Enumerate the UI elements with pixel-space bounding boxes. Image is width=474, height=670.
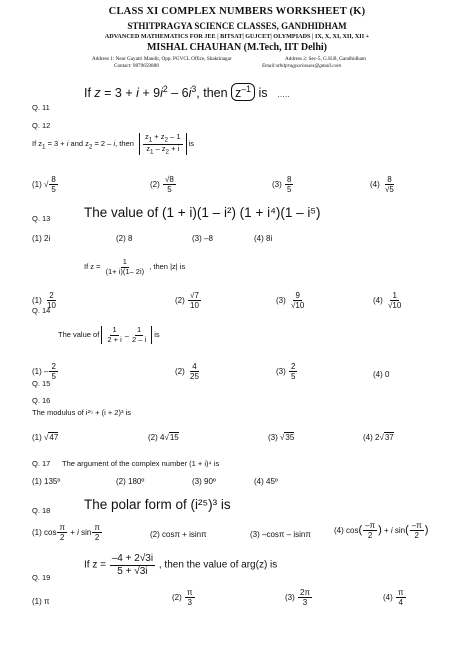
q17-option-4[interactable]: (4) 45º	[254, 477, 278, 486]
q19-number: Q. 19	[32, 573, 51, 582]
teacher-name: MISHAL CHAUHAN (M.Tech, IIT Delhi)	[146, 42, 327, 53]
q18-option-2[interactable]: (2) cosπ + isinπ	[150, 530, 207, 539]
q15-option-1[interactable]: (1) – $\frac{2}{5}$	[32, 362, 56, 382]
q14-option-2[interactable]: (2) $\frac{√7}{10}$	[175, 291, 199, 311]
q12-option-1[interactable]: (1) √ $\frac{8}{5}$	[32, 175, 56, 195]
q19-option-4[interactable]: (4) $\frac{\pi}{4}$	[383, 588, 404, 608]
tagline: ADVANCED MATHEMATICS FOR JEE | BITSAT| GUJCET| OLYMPIADS | IX, X, XI, XII, XII +	[104, 33, 370, 40]
worksheet-title: CLASS XI COMPLEX NUMBERS WORKSHEET (K)	[108, 6, 366, 17]
q18-option-4[interactable]: (4) cos( $\frac{-\pi}{2}$ ) + i sin( $\frac{-\pi}{2}$ )	[334, 521, 429, 541]
q16-option-1[interactable]: (1) √47	[32, 433, 59, 442]
q14-option-4[interactable]: (4) $\frac{1}{√10}$	[373, 291, 402, 311]
q13-number: Q. 13	[32, 214, 51, 223]
q19-option-2[interactable]: (2) $\frac{\pi}{3}$	[172, 588, 193, 608]
q19-option-1[interactable]: (1) π	[32, 597, 50, 606]
q12-option-2[interactable]: (2) $\frac{√8}{5}$	[150, 175, 174, 195]
q17-option-2[interactable]: (2) 180º	[116, 477, 145, 486]
q11-number: Q. 11	[32, 103, 50, 112]
q12-text: If $z_1 = 3 + i$ and $z_2 = 2 - i$, then $z_1 + z_2 - 1$ $z_1 - z_2 + i$ is	[32, 132, 195, 156]
q18-number: Q. 18	[32, 506, 51, 515]
q19-text: If z = $\frac{-4 + 2√3i}{5 + √3i}$ , then the value of arg(z) is	[84, 553, 278, 577]
q12-number: Q. 12	[32, 121, 51, 130]
address-2: Address 2: Sec-5, G.H.B, Gandhidham	[285, 56, 366, 62]
q15-option-4[interactable]: (4) 0	[373, 370, 390, 379]
q16-option-2[interactable]: (2) 4√15	[148, 433, 179, 442]
q14-option-3[interactable]: (3) $\frac{9}{√10}$	[276, 291, 305, 311]
q13-option-4[interactable]: (4) 8i	[254, 234, 273, 243]
q13-option-1[interactable]: (1) 2i	[32, 234, 51, 243]
q13-option-2[interactable]: (2) 8	[116, 234, 133, 243]
q18-option-1[interactable]: (1) cos $\frac{\pi}{2}$ + i sin $\frac{\pi}{2}$	[32, 523, 100, 543]
q17-number: Q. 17	[32, 459, 51, 468]
q16-option-3[interactable]: (3) √35	[268, 433, 295, 442]
q15-option-3[interactable]: (3) $\frac{2}{5}$	[276, 362, 296, 382]
q18-text: The polar form of (i²⁵)³ is	[84, 497, 231, 512]
q16-number: Q. 16	[32, 396, 51, 405]
q14-option-1[interactable]: (1) $\frac{2}{10}$	[32, 291, 56, 311]
q17-option-3[interactable]: (3) 90º	[192, 477, 216, 486]
q17-text: The argument of the complex number (1 + i)⁴ is	[62, 459, 220, 468]
email: Email:sthitpragyaclasses@gmail.com	[262, 63, 341, 69]
q12-option-4[interactable]: (4) $\frac{8}{√5}$	[370, 175, 394, 195]
q14-text: If z = $\frac{1}{(1+ i)(1- 2i)}$ , then |z| is	[84, 257, 186, 276]
q13-option-3[interactable]: (3) –8	[192, 234, 213, 243]
q16-option-4[interactable]: (4) 2√37	[363, 433, 394, 442]
q11-text: If $z = 3 + i + 9i^2 - 6i^3$, then $z^{-1}$ is …..	[84, 84, 290, 101]
q15-option-2[interactable]: (2) $\frac{4}{25}$	[175, 362, 199, 382]
q18-option-3[interactable]: (3) –cosπ – isinπ	[250, 530, 311, 539]
q12-option-3[interactable]: (3) $\frac{8}{5}$	[272, 175, 292, 195]
q17-option-1[interactable]: (1) 135º	[32, 477, 61, 486]
q14-text-2: The value of 1 2 + i – 1 2 – i is	[58, 325, 160, 344]
q14-number: Q. 14	[32, 306, 51, 315]
q15-number: Q. 15	[32, 379, 51, 388]
q19-option-3[interactable]: (3) $\frac{2\pi}{3}$	[285, 588, 310, 608]
q16-text: The modulus of i²⁵ + (i + 2)³ is	[32, 408, 131, 417]
address-1: Address 1: Near Gayatri Mandir, Opp. PGVCL Office, Shaktinagar	[92, 56, 232, 62]
q13-text: The value of (1 + i)(1 – i²) (1 + i⁴)(1 – i⁵)	[84, 205, 321, 220]
contact: Contact: 9879659888	[114, 63, 159, 69]
institute-name: STHITPRAGYA SCIENCE CLASSES, GANDHIDHAM	[127, 21, 347, 31]
